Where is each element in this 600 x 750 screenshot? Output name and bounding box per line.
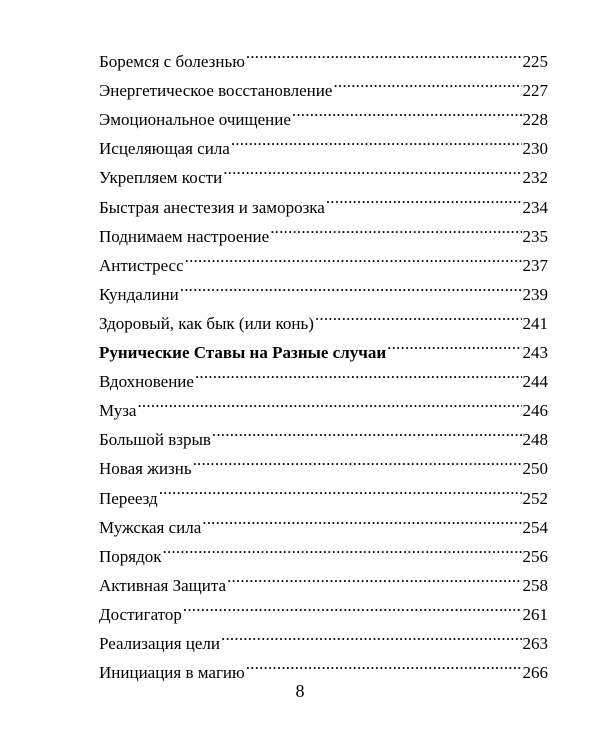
dot-leader	[326, 183, 522, 212]
toc-entry-page-number: 228	[522, 110, 548, 130]
toc-entry-title: Мужская сила	[99, 517, 202, 537]
toc-entry	[99, 533, 548, 566]
toc-entry-page-number: 230	[522, 139, 548, 159]
toc-entry-title: Кундалини	[99, 284, 179, 304]
toc-entry	[99, 562, 548, 595]
dot-leader	[223, 154, 521, 183]
dot-leader	[246, 649, 522, 678]
dot-leader	[231, 125, 522, 154]
dot-leader	[315, 300, 522, 329]
toc-entry-title: Муза	[99, 401, 137, 421]
toc-entry	[99, 504, 548, 537]
toc-entry-page-number: 263	[522, 633, 548, 653]
dot-leader	[193, 445, 522, 474]
toc-entry-title: Рунические Ставы на Разные случаи	[99, 343, 387, 363]
dot-leader	[221, 620, 521, 649]
toc-entry-title: Инициация в магию	[99, 663, 245, 683]
toc-entry-page-number: 248	[522, 430, 548, 450]
dot-leader	[202, 504, 521, 533]
toc-entry-title: Боремся с болезнью	[99, 52, 245, 72]
dot-leader	[137, 387, 521, 416]
toc-entry-page-number: 241	[522, 313, 548, 333]
toc-entry-page-number: 256	[522, 546, 548, 566]
toc-entry-page-number: 237	[522, 255, 548, 275]
toc-entry-title: Здоровый, как бык (или конь)	[99, 313, 314, 333]
dot-leader	[270, 213, 521, 242]
dot-leader	[195, 358, 522, 387]
toc-entry-title: Достигатор	[99, 604, 182, 624]
toc-entry-title: Вдохновение	[99, 372, 194, 392]
table-of-contents	[99, 38, 548, 683]
toc-entry	[99, 474, 548, 508]
toc-entry-page-number: 227	[522, 81, 548, 101]
toc-entry-page-number: 252	[522, 488, 548, 508]
dot-leader	[246, 38, 522, 67]
toc-entry-title: Быстрая анестезия и заморозка	[99, 197, 325, 217]
dot-leader	[333, 67, 521, 96]
toc-entry	[99, 38, 548, 72]
dot-leader	[212, 416, 522, 445]
toc-entry-page-number: 243	[522, 343, 548, 363]
toc-entry-page-number: 225	[522, 52, 548, 72]
toc-entry-title: Новая жизнь	[99, 459, 192, 479]
toc-entry-page-number: 250	[522, 459, 548, 479]
toc-entry-page-number: 232	[522, 168, 548, 188]
toc-entry-title: Переезд	[99, 488, 158, 508]
dot-leader	[163, 533, 522, 562]
toc-entry-page-number: 244	[522, 372, 548, 392]
toc-entry-page-number: 254	[522, 517, 548, 537]
toc-entry-page-number: 246	[522, 401, 548, 421]
toc-entry-page-number: 261	[522, 604, 548, 624]
toc-entry	[99, 387, 548, 421]
dot-leader	[387, 329, 521, 358]
toc-entry-page-number: 266	[522, 663, 548, 683]
toc-entry-title: Исцеляющая сила	[99, 139, 230, 159]
dot-leader	[180, 271, 522, 300]
toc-entry-page-number: 258	[522, 575, 548, 595]
toc-entry	[99, 416, 548, 450]
toc-entry-title: Большой взрыв	[99, 430, 211, 450]
toc-entry-title: Укрепляем кости	[99, 168, 223, 188]
dot-leader	[183, 591, 522, 620]
toc-entry-page-number: 235	[522, 226, 548, 246]
dot-leader	[185, 242, 522, 271]
toc-entry-title: Энергетическое восстановление	[99, 81, 333, 101]
dot-leader	[227, 562, 521, 591]
toc-entry-title: Эмоциональное очищение	[99, 110, 291, 130]
toc-entry-title: Антистресс	[99, 255, 184, 275]
toc-entry-title: Активная Защита	[99, 575, 227, 595]
page-number: 8	[295, 681, 305, 701]
toc-entry-page-number: 234	[522, 197, 548, 217]
dot-leader	[159, 474, 522, 503]
toc-entry-title: Поднимаем настроение	[99, 226, 270, 246]
dot-leader	[292, 96, 522, 125]
toc-entry-page-number: 239	[522, 284, 548, 304]
toc-entry-title: Реализация цели	[99, 633, 221, 653]
toc-entry-title: Порядок	[99, 546, 162, 566]
